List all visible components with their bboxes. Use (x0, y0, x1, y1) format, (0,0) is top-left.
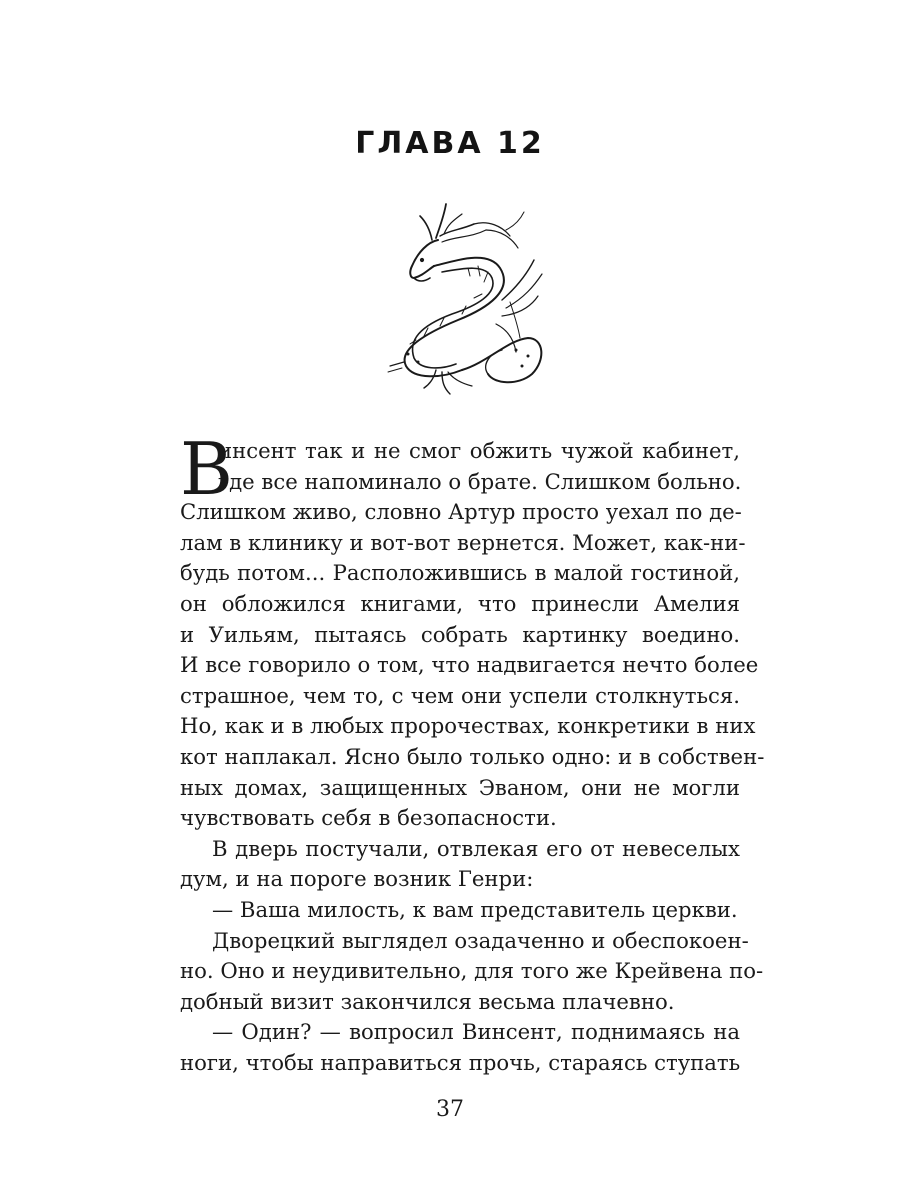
chapter-title: ГЛАВА 12 (355, 126, 545, 161)
drop-cap: В (180, 427, 233, 511)
dragon-illustration-icon (378, 190, 548, 400)
text-line: страшное, чем то, с чем они успели столкнуться. (180, 682, 740, 708)
text-line: и Уильям, пытаясь собрать картинку воедино. (180, 621, 740, 647)
text-line: добный визит закончился весьма плачевно. (180, 988, 675, 1014)
text-line: Слишком живо, словно Артур просто уехал по де- (180, 499, 742, 525)
text-line: но. Оно и неудивительно, для того же Крейвена по- (180, 958, 764, 984)
text-line: будь потом... Расположившись в малой гостиной, (180, 560, 740, 586)
text-line: Дворецкий выглядел озадаченно и обеспокоен- (212, 927, 749, 953)
text-line: где все напоминало о брате. Слишком больно. (218, 468, 742, 494)
text-line: лам в клинику и вот-вот вернется. Может, как-ни- (180, 529, 746, 555)
text-line: чувствовать себя в безопасности. (180, 805, 557, 831)
text-line: — Один? — вопросил Винсент, поднимаясь на (212, 1019, 740, 1045)
text-line: дум, и на пороге возник Генри: (180, 866, 534, 892)
text-line: ноги, чтобы направиться прочь, стараясь ступать (180, 1049, 741, 1075)
text-line: В дверь постучали, отвлекая его от невеселых (212, 835, 740, 861)
text-line: И все говорило о том, что надвигается нечто более (180, 652, 759, 678)
page-number: 37 (436, 1097, 464, 1122)
text-line: он обложился книгами, что принесли Амелия (180, 590, 740, 616)
chapter-text (180, 427, 765, 1078)
text-line: — Ваша милость, к вам представитель церкви. (212, 896, 738, 922)
text-line: Но, как и в любых пророчествах, конкретики в них (180, 713, 756, 739)
text-line: ных домах, защищенных Эваном, они не могли (180, 774, 740, 800)
text-line-content: инсент так и не смог обжить чужой кабинет, (218, 438, 740, 463)
text-line: кот наплакал. Ясно было только одно: и в собствен- (180, 743, 765, 769)
